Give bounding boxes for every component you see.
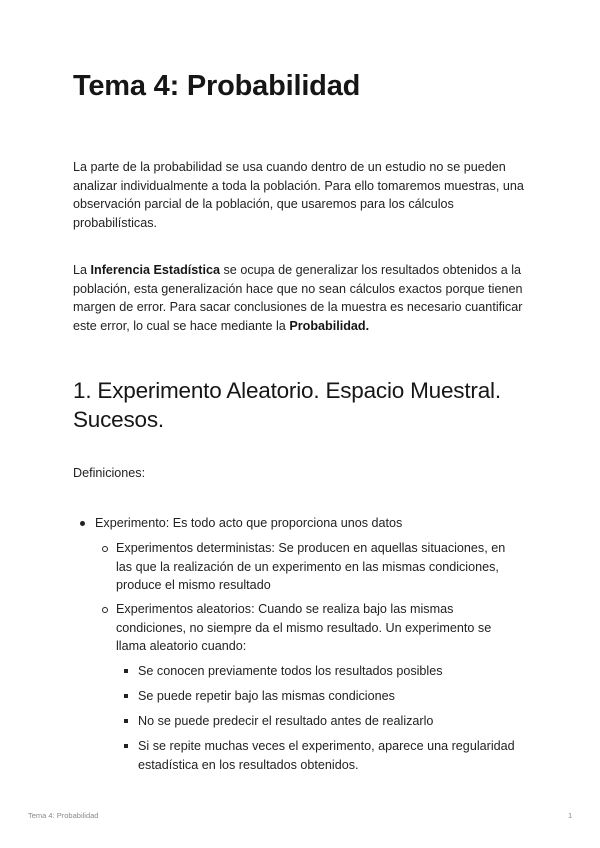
inference-bold-term: Inferencia Estadística [90,263,221,277]
definitions-label: Definiciones: [73,466,146,480]
list-item-deterministas: Experimentos deterministas: Se producen en aquellas situaciones, en las que la realización de un experimento en las mismas condiciones, produce el mismo resultado [116,541,506,593]
list-item-predecir: No se puede predecir el resultado antes de realizarlo [138,714,434,728]
list-item-aleatorios: Experimentos aleatorios: Cuando se realiza bajo las mismas condiciones, no siempre da el mismo resultado. Un experimento se llama aleatorio cuando: [116,602,492,654]
list-item-experimento: Experimento: Es todo acto que proporciona unos datos [95,516,403,530]
inference-paragraph [73,261,533,336]
square-bullet-icon [124,669,128,673]
circle-bullet-icon [102,607,108,613]
inference-text-2: se ocupa de generalizar los resultados obtenidos a la población, esta generalización hace que no sean cálculos exactos porque tienen margen de error. Para sacar conclusiones de la muestra es necesario cuantificar este error, lo cual se hace mediante la [73,263,523,334]
footer-title: Tema 4: Probabilidad [28,811,99,820]
intro-paragraph: La parte de la probabilidad se usa cuando dentro de un estudio no se pueden analizar individualmente a toda la población. Para ello tomaremos muestras, una observación parcial de la población, que usaremos para los cálculos probabilísticas. [73,160,524,231]
list-item-regularidad: Si se repite muchas veces el experimento, aparece una regularidad estadística en los resultados obtenidos. [138,739,515,772]
list-item-repetir: Se puede repetir bajo las mismas condiciones [138,689,395,703]
list-item-resultados-posibles: Se conocen previamente todos los resultados posibles [138,664,443,678]
disc-bullet-icon [80,521,85,526]
square-bullet-icon [124,744,128,748]
square-bullet-icon [124,694,128,698]
page-title: Tema 4: Probabilidad [73,70,361,102]
inference-text-1: La [73,263,91,277]
square-bullet-icon [124,719,128,723]
section-heading: 1. Experimento Aleatorio. Espacio Muestral. Sucesos. [73,378,501,432]
circle-bullet-icon [102,546,108,552]
probability-bold-term: Probabilidad. [289,319,370,334]
page-number: 1 [568,811,573,820]
